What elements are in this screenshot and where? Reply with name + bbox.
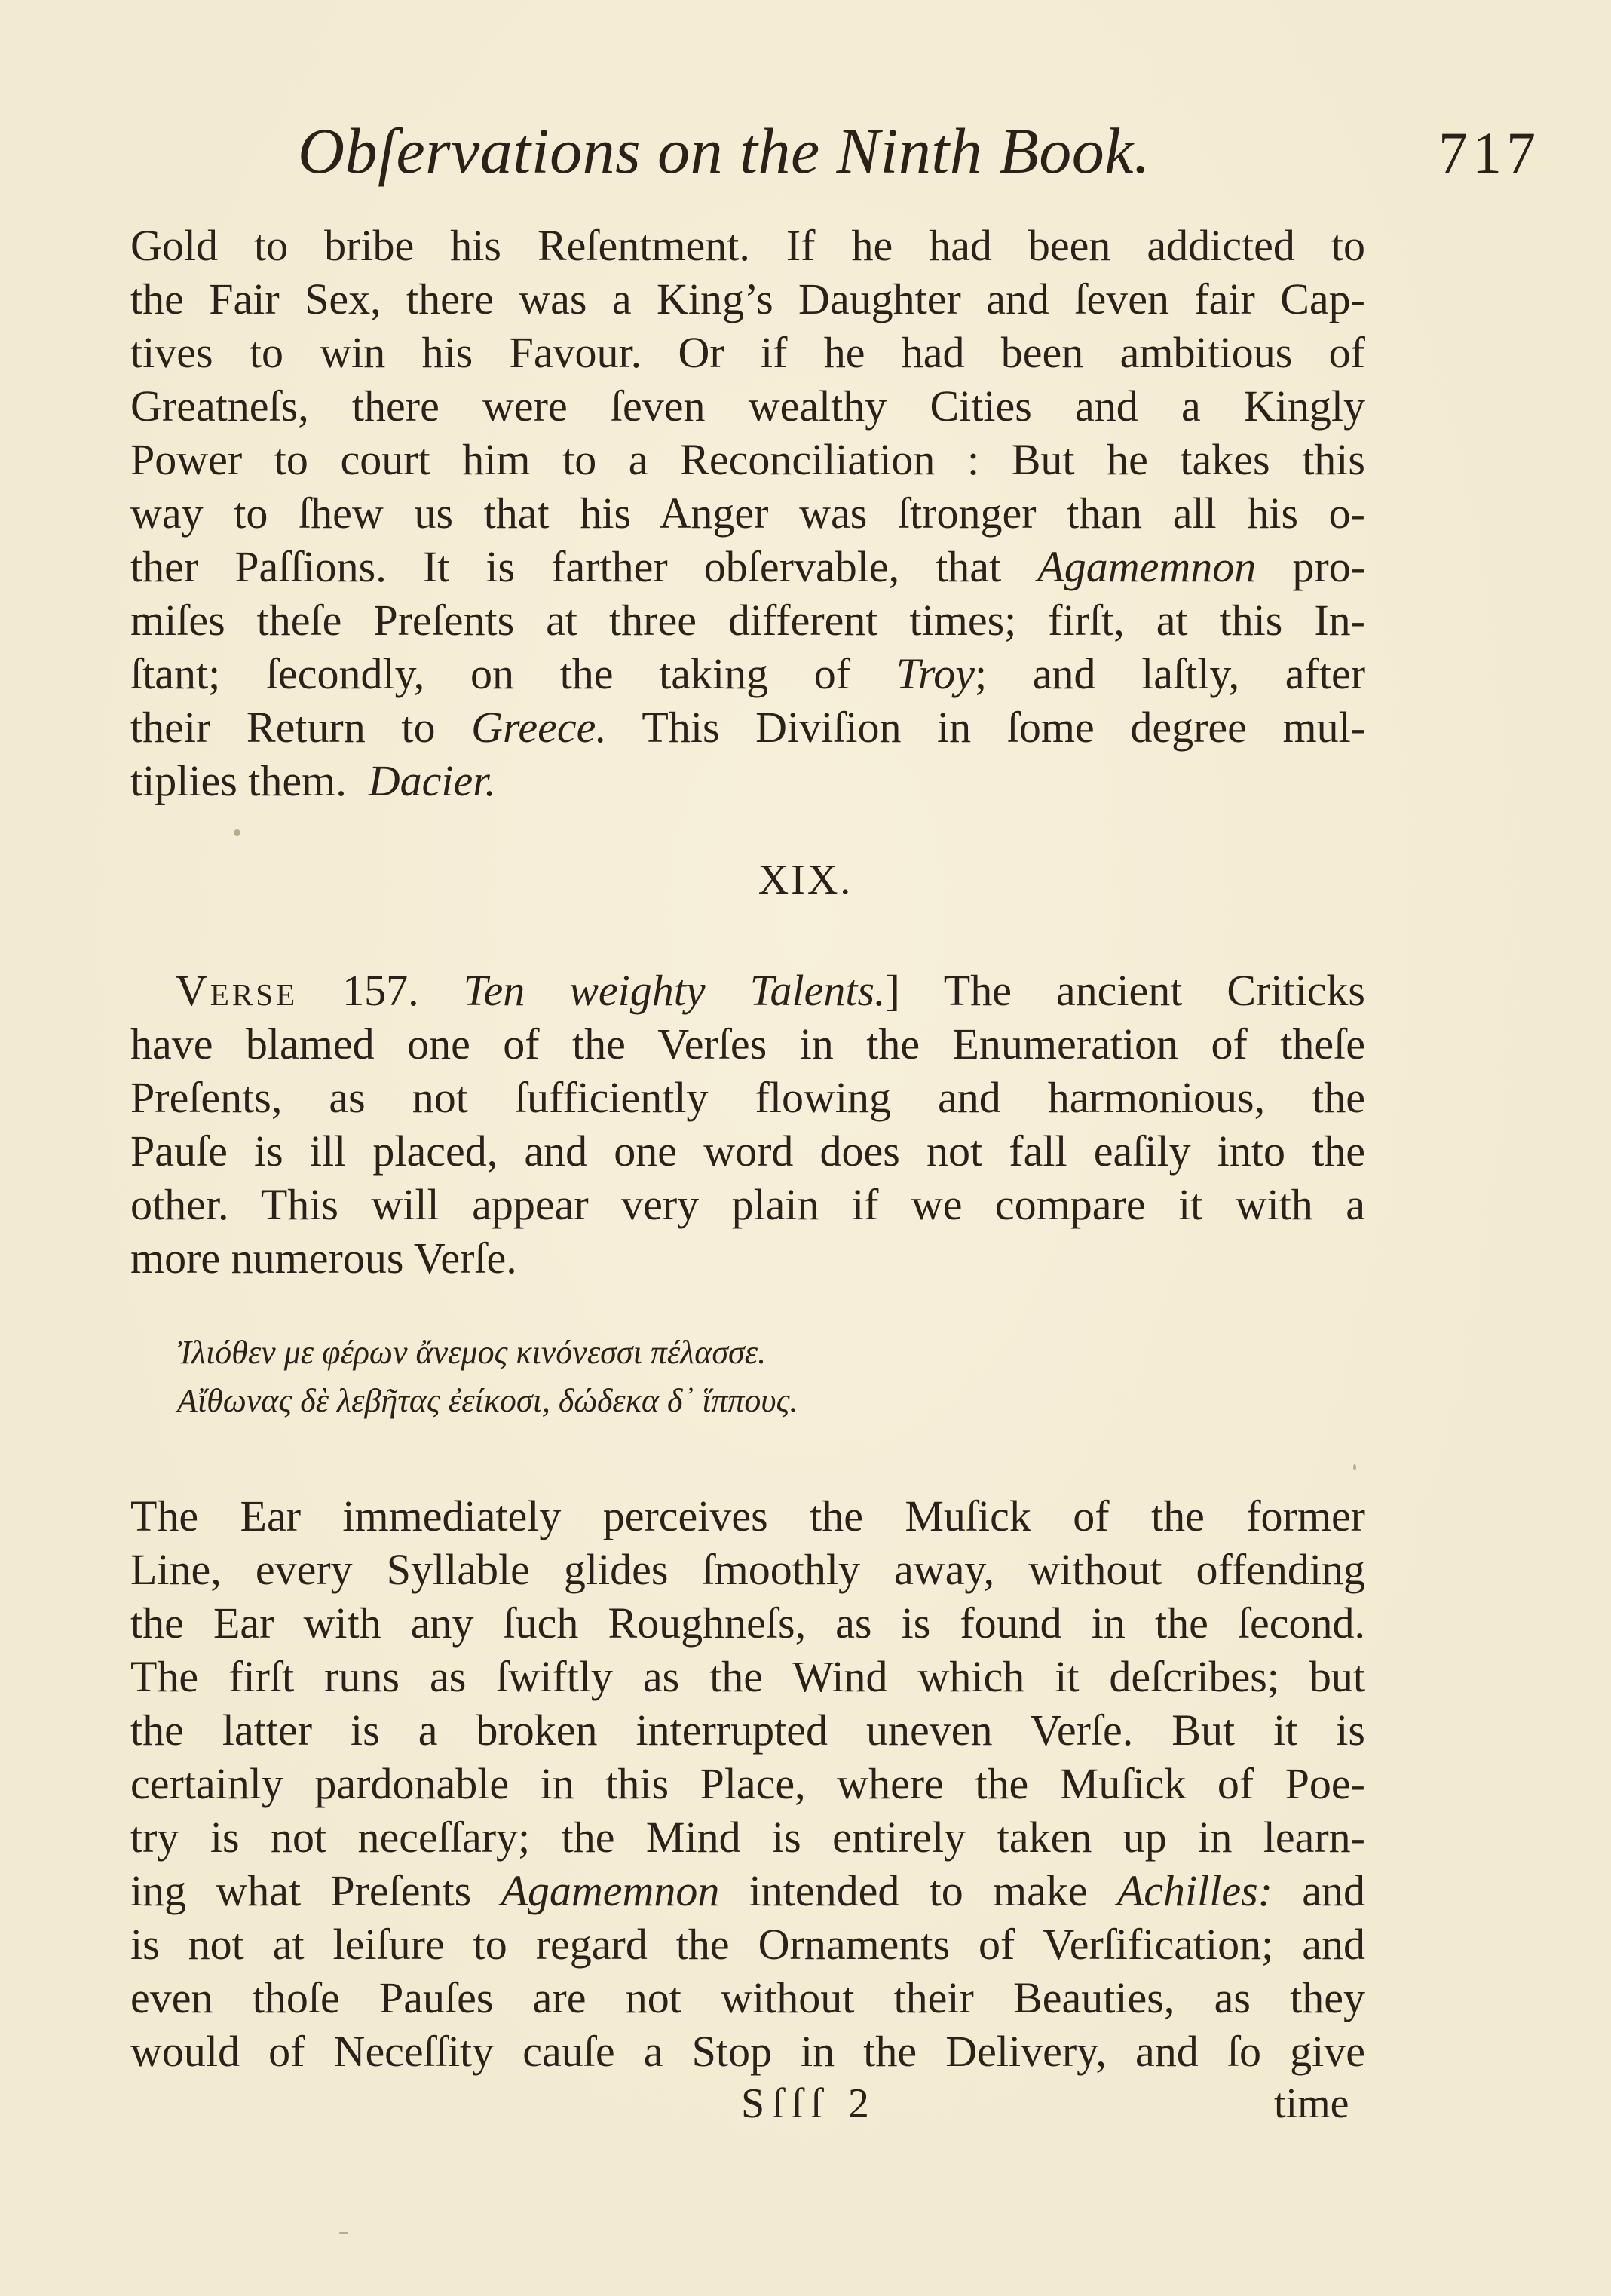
text-run: pro- <box>1292 542 1366 591</box>
paper-speck <box>1353 1464 1356 1470</box>
text-run: ſtant; ſecondly, on the taking of <box>130 649 851 698</box>
text-line <box>130 964 1365 1017</box>
text-line: way to ſhew us that his Anger was ſtronger than all his o- <box>130 489 1365 538</box>
verse-number: 157. <box>342 966 419 1015</box>
text-line: the latter is a broken interrupted uneven Verſe. But it is <box>130 1706 1365 1755</box>
name-troy: Troy <box>896 649 975 698</box>
greek-verse-line: Αἴθωνας δὲ λεβῆτας ἐείκοσι, δώδεκα δ᾽ ἵππους. <box>177 1382 798 1419</box>
text-line <box>130 540 1365 593</box>
text-line <box>130 647 1365 700</box>
text-line: The firſt runs as ſwiftly as the Wind which it deſcribes; but <box>130 1652 1365 1701</box>
name-greece: Greece. <box>471 703 607 752</box>
text-line: certainly pardonable in this Place, where the Muſick of Poe- <box>130 1759 1365 1808</box>
text-line: Greatneſs, there were ſeven wealthy Cities and a Kingly <box>130 382 1365 431</box>
lemma-bracket: ] <box>885 966 900 1015</box>
text-line: even thoſe Pauſes are not without their Beauties, as they <box>130 1973 1365 2022</box>
text-run: This Diviſion in ſome degree mul- <box>642 703 1366 752</box>
text-line: is not at leiſure to regard the Ornaments of Verſification; and <box>130 1920 1365 1969</box>
text-run: their Return to <box>130 703 436 752</box>
text-line: Pauſe is ill placed, and one word does not fall eaſily into the <box>130 1127 1365 1176</box>
text-run: ing what Preſents <box>130 1866 472 1915</box>
paragraph-2 <box>130 964 1365 1285</box>
text-run: ; and laſtly, after <box>975 649 1366 698</box>
text-line: Gold to bribe his Reſentment. If he had been addicted to <box>130 221 1365 270</box>
running-head: Obſervations on the Ninth Book. <box>298 115 1150 187</box>
catchword: time <box>1274 2080 1349 2127</box>
text-line: miſes theſe Preſents at three different times; firſt, at this In- <box>130 596 1365 645</box>
text-line: the Fair Sex, there was a King’s Daughter and ſeven fair Cap- <box>130 274 1365 323</box>
text-line: Line, every Syllable glides ſmoothly away, without offending <box>130 1545 1365 1594</box>
name-achilles: Achilles: <box>1116 1866 1273 1915</box>
name-agamemnon: Agamemnon <box>501 1866 720 1915</box>
text-run: tiplies them. <box>130 756 347 805</box>
text-line: tives to win his Favour. Or if he had been ambitious of <box>130 328 1365 377</box>
text-line: Preſents, as not ſufficiently flowing and harmonious, the <box>130 1073 1365 1122</box>
paragraph-3 <box>130 1489 1365 2078</box>
text-line: the Ear with any ſuch Roughneſs, as is found in the ſecond. <box>130 1599 1365 1648</box>
text-line: more numerous Verſe. <box>130 1234 517 1283</box>
paper-speck <box>339 2232 348 2234</box>
author-dacier: Dacier. <box>368 756 496 805</box>
text-run: and <box>1302 1866 1366 1915</box>
text-line: have blamed one of the Verſes in the Enumeration of theſe <box>130 1019 1365 1068</box>
greek-verse-line: Ἰλιόθεν με φέρων ἄνεμος κινόνεσσι πέλασσε. <box>177 1334 767 1371</box>
name-agamemnon: Agamemnon <box>1037 542 1257 591</box>
section-heading: XIX. <box>758 857 853 903</box>
lemma: Ten weighty Talents. <box>463 966 886 1015</box>
text-line <box>130 754 1365 808</box>
page-number: 717 <box>1438 120 1540 185</box>
paper-speck <box>234 829 240 836</box>
paragraph-1 <box>130 219 1365 808</box>
verse-label: Verse <box>176 966 299 1015</box>
text-line: Power to court him to a Reconciliation : But he takes this <box>130 435 1365 484</box>
text-line <box>130 1864 1365 1917</box>
text-run: The ancient Criticks <box>943 966 1366 1015</box>
text-line: The Ear immediately perceives the Muſick of the former <box>130 1491 1365 1540</box>
signature-mark: Sſſſ 2 <box>741 2080 877 2127</box>
text-run: intended to make <box>749 1866 1088 1915</box>
text-line: other. This will appear very plain if we compare it with a <box>130 1180 1365 1229</box>
text-line <box>130 700 1365 754</box>
text-run: ther Paſſions. It is farther obſervable, that <box>130 542 1002 591</box>
text-line: try is not neceſſary; the Mind is entirely taken up in learn- <box>130 1813 1365 1862</box>
text-line: would of Neceſſity cauſe a Stop in the Delivery, and ſo give <box>130 2027 1365 2076</box>
